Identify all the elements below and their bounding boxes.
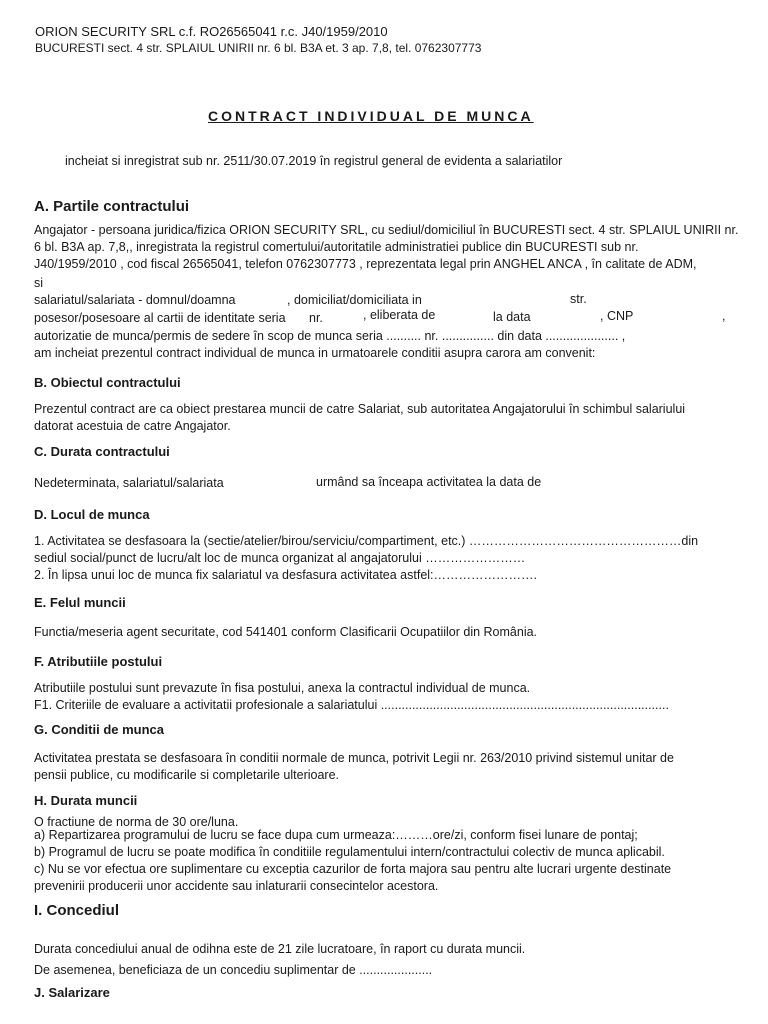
employee-street: str. xyxy=(570,292,587,306)
section-g-text: Activitatea prestata se desfasoara în conditii normale de munca, potrivit Legii nr. 263/2010 privind sistemul unitar de pensii publice, cu modificarile si completarile ulterioare. xyxy=(34,751,674,782)
employee-line: salariatul/salariata - domnul/doamna xyxy=(34,293,236,307)
cnp-label: , CNP xyxy=(600,309,634,323)
registration-line: incheiat si inregistrat sub nr. 2511/30.07.2019 în registrul general de evidenta a salariatilor xyxy=(65,154,563,168)
section-c-start: urmând sa înceapa activitatea la data de xyxy=(316,475,542,489)
employer-paragraph: Angajator - persoana juridica/fizica ORION SECURITY SRL, cu sediul/domiciliul în BUCURESTI sect. 4 str. SPLAIUL UNIRII nr. 6 bl. B3A ap. 7,8,, inregistrata la registrul comertului/autoritatile administratiei publice din BUCURESTI sub nr. J40/1959/2010 , cod fiscal 26565041, telefon 0762307773 , reprezentata legal prin ANGHEL ANCA , în calitate de ADM, xyxy=(34,223,739,271)
employee-domicile: , domiciliat/domiciliata in xyxy=(287,293,422,307)
section-b-text: Prezentul contract are ca obiect prestarea muncii de catre Salariat, sub autoritatea Angajatorului în schimbul salariului datorat acestuia de catre Angajator. xyxy=(34,402,686,433)
section-f-text: Atributiile postului sunt prevazute în fisa postului, anexa la contractul individual de munca. F1. Criteriile de evaluare a activitatii profesionale a salariatului ................................................................................... xyxy=(34,681,669,712)
company-header-line: ORION SECURITY SRL c.f. RO26565041 r.c. J40/1959/2010 xyxy=(35,24,388,39)
contract-title: CONTRACT INDIVIDUAL DE MUNCA xyxy=(208,108,534,124)
section-j-heading: J. Salarizare xyxy=(34,985,110,1000)
section-a-heading: A. Partile contractului xyxy=(34,198,190,215)
id-issued-by: , eliberata de xyxy=(363,308,436,322)
section-c-text: Nedeterminata, salariatul/salariata xyxy=(34,476,224,490)
section-i-heading: I. Concediul xyxy=(34,902,120,919)
section-g-heading: G. Conditii de munca xyxy=(34,722,165,737)
id-card-line: posesor/posesoare al cartii de identitate seria xyxy=(34,311,286,325)
section-e-text: Functia/meseria agent securitate, cod 541401 conform Clasificarii Ocupatiilor din România. xyxy=(34,625,538,639)
company-address-line: BUCURESTI sect. 4 str. SPLAIUL UNIRII nr. 6 bl. B3A et. 3 ap. 7,8, tel. 0762307773 xyxy=(35,41,482,55)
agreement-line: am incheiat prezentul contract individual de munca in urmatoarele conditii asupra carora am convenit: xyxy=(34,346,596,360)
section-b-heading: B. Obiectul contractului xyxy=(34,375,181,390)
section-d-heading: D. Locul de munca xyxy=(34,507,150,522)
section-d-text: 1. Activitatea se desfasoara la (sectie/atelier/birou/serviciu/compartiment, etc.) ……………………………………………din sediul social/punct de lucru/alt loc de munca organizat al angajatorului …………………… 2. În lipsa unui loc de munca fix salariatul va desfasura activitatea astfel:……………………. xyxy=(34,534,699,582)
id-issue-date: la data xyxy=(493,310,531,324)
section-e-heading: E. Felul muncii xyxy=(34,595,126,610)
id-card-number: nr. xyxy=(309,311,323,325)
section-i-text: Durata concediului anual de odihna este de 21 zile lucratoare, în raport cu durata muncii. De asemenea, beneficiaza de un concediu suplimentar de ..................... xyxy=(34,942,526,977)
section-h-heading: H. Durata muncii xyxy=(34,793,138,808)
section-f-heading: F. Atributiile postului xyxy=(34,654,163,669)
cnp-end: , xyxy=(722,309,726,323)
section-c-heading: C. Durata contractului xyxy=(34,444,170,459)
section-h-fraction: O fractiune de norma de 30 ore/luna. xyxy=(34,815,239,829)
work-permit-line: autorizatie de munca/permis de sedere în scop de munca seria .......... nr. ............... din data ..................... , xyxy=(34,329,626,343)
section-h-text: a) Repartizarea programului de lucru se face dupa cum urmeaza:………ore/zi, conform fisei lunare de pontaj; b) Programul de lucru se poate modifica în conditiile regulamentului intern/contractului colectiv de munca aplicabil. c) Nu se vor efectua ore suplimentare cu exceptia cazurilor de forta majora sau pentru alte lucrari urgente destinate prevenirii producerii unor accidente sau inlaturarii consecintelor acestora. xyxy=(34,828,672,893)
si-text: si xyxy=(34,276,44,290)
